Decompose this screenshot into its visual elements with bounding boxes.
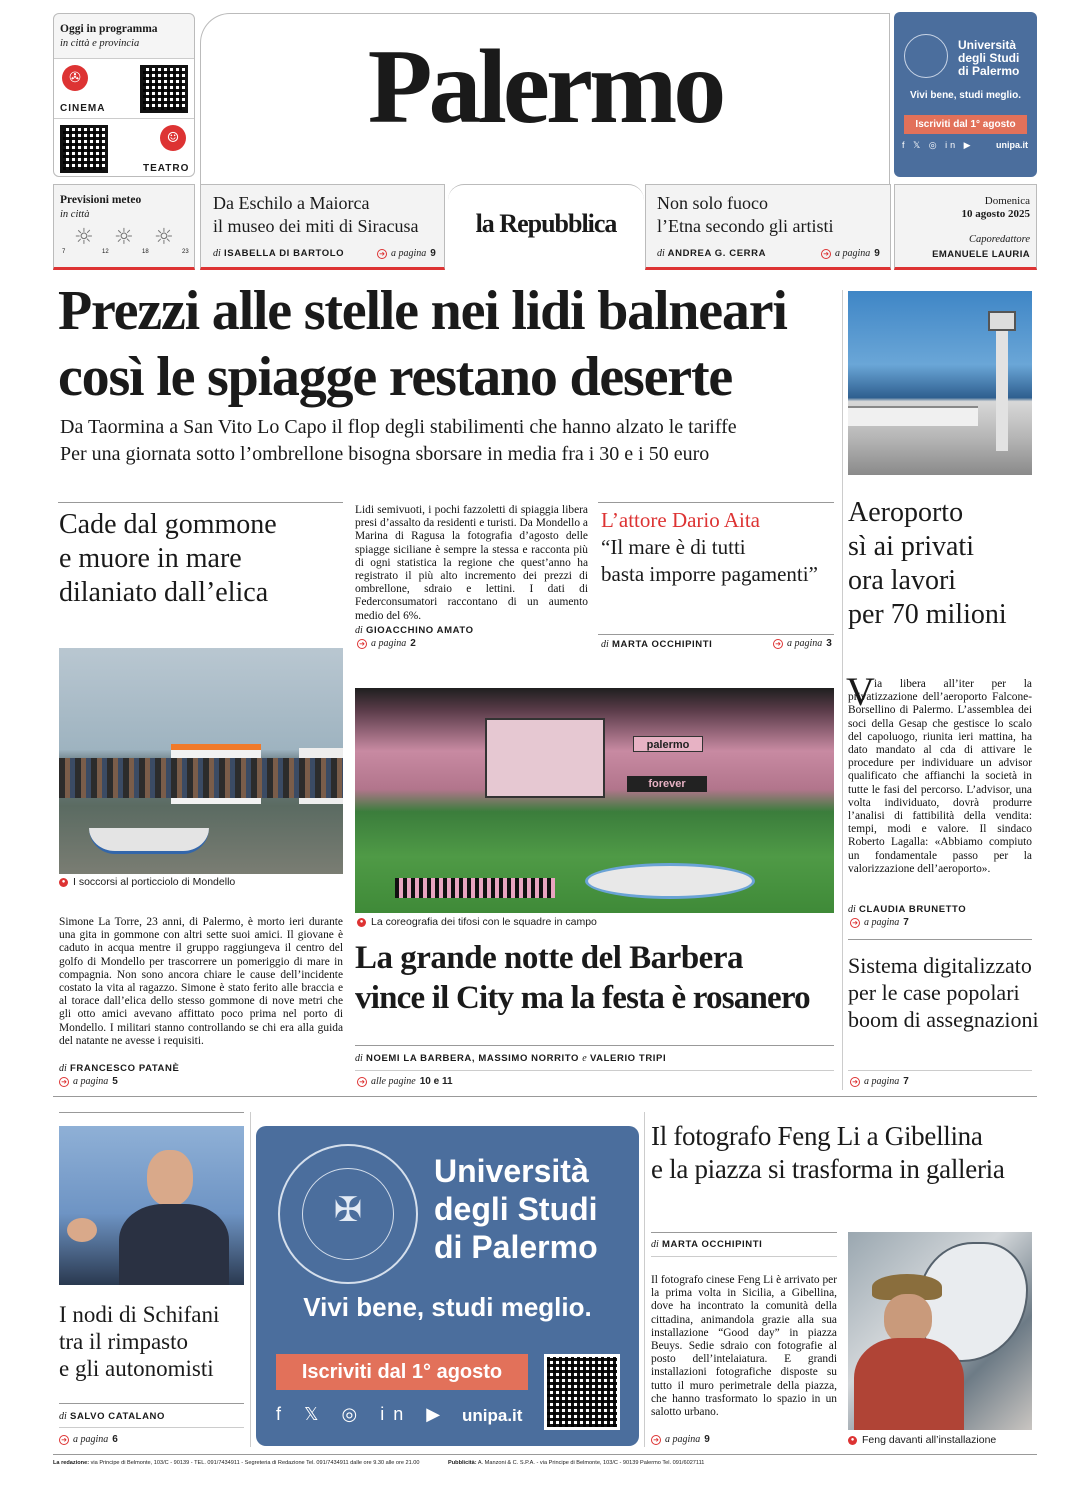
aita-byline: di MARTA OCCHIPINTI <box>601 639 713 650</box>
mondello-caption: ● I soccorsi al porticciolo di Mondello <box>59 876 235 888</box>
person-face <box>884 1294 932 1344</box>
teaser-right-byline: di ANDREA G. CERRA <box>657 248 767 259</box>
sun-icon: ☼ <box>114 225 134 250</box>
divider <box>355 1045 834 1046</box>
divider <box>651 1256 837 1257</box>
aeroporto-headline-4[interactable]: per 70 milioni <box>848 599 1007 630</box>
divider <box>598 634 834 635</box>
sun-icon: ☼ <box>154 225 174 250</box>
teaser-right-line1: Non solo fuoco <box>657 193 768 213</box>
meteo-subtitle: in città <box>60 209 90 220</box>
gommone-ref[interactable]: ➜ a pagina 5 <box>59 1076 118 1087</box>
teaser-right[interactable] <box>645 184 891 270</box>
control-tower <box>996 331 1008 451</box>
divider <box>598 502 834 503</box>
programma-subtitle: in città e provincia <box>60 38 140 49</box>
ad-top-unipa[interactable] <box>894 12 1037 177</box>
ad-big-slogan: Vivi bene, studi meglio. <box>303 1292 592 1322</box>
banner-forever: forever <box>627 776 707 792</box>
players-line <box>395 878 555 898</box>
banner-palermo: palermo <box>633 736 703 752</box>
schifani-headline-2[interactable]: tra il rimpasto <box>59 1329 189 1354</box>
university-seal-icon <box>904 34 948 78</box>
lead-sub-2: Per una giornata sotto l’ombrellone bisogna sborsare in media fra i 30 e i 50 euro <box>60 443 710 465</box>
dateline-date: 10 agosto 2025 <box>961 208 1030 220</box>
aeroporto-ref[interactable]: ➜ a pagina 7 <box>850 917 909 928</box>
ad-top-name-1: Università <box>958 38 1017 52</box>
aeroporto-headline-1[interactable]: Aeroporto <box>848 497 964 528</box>
dateline-editor: EMANUELE LAURIA <box>932 249 1030 260</box>
ad-top-slogan: Vivi bene, studi meglio. <box>910 90 1021 101</box>
arrow-icon: ➜ <box>357 1077 367 1087</box>
aeroporto-headline-2[interactable]: sì ai privati <box>848 531 974 562</box>
brand-logo[interactable]: la Repubblica <box>475 209 617 238</box>
ad-big-name-3: di Palermo <box>434 1229 598 1265</box>
qr-code-icon[interactable] <box>544 1354 620 1430</box>
gommone-headline-2[interactable]: e muore in mare <box>59 543 242 574</box>
case-ref[interactable]: ➜ a pagina 7 <box>850 1076 909 1087</box>
lead-ref[interactable]: ➜ a pagina 2 <box>357 638 416 649</box>
cinema-label: CINEMA <box>60 103 106 114</box>
fengli-photo <box>848 1232 1032 1430</box>
column-divider <box>644 1112 645 1447</box>
dateline-box <box>894 184 1037 270</box>
lead-headline-2[interactable]: così le spiagge restano deserte <box>58 346 733 408</box>
ad-top-cta[interactable]: Iscriviti dal 1° agosto <box>904 115 1027 134</box>
case-headline-2[interactable]: per le case popolari <box>848 980 1020 1005</box>
qr-code-icon <box>60 125 108 173</box>
schifani-byline: di SALVO CATALANO <box>59 1411 165 1422</box>
sun-icon: ☼ <box>74 225 94 250</box>
fengli-body: Il fotografo cinese Feng Li è arrivato per la prima volta in Sicilia, a Gibellina, dove ha incontrato la comunità della cittadina, animandola grazie alla sua installazione “Good day” in piazza Beuys. Sedie sdraio con fotografie al posto dell’intelaiatura. E grandi installazioni fotografiche disposte su tutto il muro perimetrale della piazza, che hanno trasformato lo spazio in un salotto urbano. <box>651 1274 837 1419</box>
lead-byline: di GIOACCHINO AMATO <box>355 625 474 636</box>
divider <box>651 1232 837 1233</box>
camera-icon: ● <box>848 1436 857 1445</box>
fengli-caption: ● Feng davanti all’installazione <box>848 1434 996 1446</box>
fengli-byline: di MARTA OCCHIPINTI <box>651 1239 763 1250</box>
divider <box>848 939 1032 940</box>
teaser-right-line2: l’Etna secondo gli artisti <box>657 216 834 236</box>
teatro-label: TEATRO <box>143 163 190 174</box>
meteo-hour: 18 <box>142 249 149 255</box>
section-divider <box>53 1096 1037 1097</box>
center-banner-city <box>585 863 755 899</box>
ad-top-site[interactable]: unipa.it <box>996 140 1028 150</box>
aeroporto-body: ia libera all’iter per la privatizzazione dell’aeroporto Falcone-Borsellino di Palermo. L’assemblea dei soci della Gesap che gestisce lo scalo del capoluogo, riunita ieri mattina, ha dato mandato al cda di attivare le procedure per individuare un advisor qualificato che affianchi la società in tutte le fasi del percorso. L’advisor, una volta individuato, dovrà produrre l’analisi di fattibilità della vendita: tempi, modi e valore. Il sindaco Roberto Lagalla: «Abbiamo compiuto un fondamentale passo per la valorizzazione dell’aeroporto». <box>848 678 1032 875</box>
programma-box <box>53 13 195 177</box>
person-suit <box>119 1204 229 1285</box>
footer-right: Pubblicità: A. Manzoni & C. S.P.A. - via Principe di Belmonte, 103/C - 90139 Palermo Tel. 091/6027111 <box>448 1460 705 1466</box>
control-tower <box>988 311 1016 331</box>
boat <box>89 828 209 854</box>
ad-big-name-2: degli Studi <box>434 1191 598 1227</box>
teaser-left-byline: di ISABELLA DI BARTOLO <box>213 248 345 259</box>
arrow-icon: ➜ <box>651 1435 661 1445</box>
divider <box>848 1070 1032 1071</box>
aita-quote-1[interactable]: “Il mare è di tutti <box>601 535 746 559</box>
schifani-photo <box>59 1126 244 1285</box>
stadium-photo <box>355 688 834 913</box>
terminal-building <box>848 406 978 426</box>
theater-mask-icon: ☺ <box>160 125 186 151</box>
arrow-icon: ➜ <box>773 639 783 649</box>
meteo-hour: 7 <box>62 249 66 255</box>
arrow-icon: ➜ <box>850 918 860 928</box>
fengli-headline-2[interactable]: e la piazza si trasforma in galleria <box>651 1154 1005 1184</box>
aita-quote-2[interactable]: basta imporre pagamenti” <box>601 562 818 586</box>
case-headline-1[interactable]: Sistema digitalizzato <box>848 953 1032 978</box>
camera-icon: ● <box>357 918 366 927</box>
meteo-box <box>53 184 195 270</box>
mondello-photo <box>59 648 343 874</box>
crowd <box>59 758 343 798</box>
gommone-body: Simone La Torre, 23 anni, di Palermo, è morto ieri durante una gita in gommone con altri sette suoi amici. Il giovane è caduto in acqua mentre il gruppo raggiungeva il centro del golfo di Mondello per trascorrere un pomeriggio di mare in compagnia. Non sono ancora chiare le cause dell’incidente costato la vita al ragazzo. Simone è stato ferito alle braccia e al torace dall’elica dello stesso gommone di nove metri che gli otto amici avevano affittato poco prima nel porto di Mondello. I militari stanno controllando se chi era alla guida del natante ne avesse i requisiti. <box>59 916 343 1047</box>
ad-top-name-2: degli Studi <box>958 51 1020 65</box>
aeroporto-headline-3[interactable]: ora lavori <box>848 565 957 596</box>
meteo-hour: 12 <box>102 249 109 255</box>
person-hand <box>67 1218 97 1242</box>
social-icons: f 𝕏 ◎ in ▶ <box>902 140 974 150</box>
divider <box>59 1427 244 1428</box>
cinema-tile[interactable] <box>54 58 194 118</box>
footer-left: La redazione: via Principe di Belmonte, 103/C - 90139 - TEL. 091/7434911 - Segreteria di Redazione Tel. 091/7434911 dalle ore 9.30 alle ore 21.00 <box>53 1460 420 1466</box>
lead-sub-1: Da Taormina a San Vito Lo Capo il flop degli stabilimenti che hanno alzato le tariffe <box>60 416 737 438</box>
footer-divider <box>53 1454 1037 1455</box>
arrow-icon: ➜ <box>377 249 387 259</box>
gommone-headline-3[interactable]: dilaniato dall’elica <box>59 577 269 608</box>
arrow-icon: ➜ <box>59 1077 69 1087</box>
gommone-headline-1[interactable]: Cade dal gommone <box>59 509 277 540</box>
ad-top-name-3: di Palermo <box>958 64 1020 78</box>
ad-big-name-1: Università <box>434 1153 589 1189</box>
teatro-tile[interactable] <box>54 118 194 176</box>
dateline-day: Domenica <box>984 195 1030 207</box>
teaser-right-ref[interactable]: ➜ a pagina 9 <box>821 248 880 259</box>
aita-ref[interactable]: ➜ a pagina 3 <box>773 638 832 649</box>
barbera-headline-1[interactable]: La grande notte del Barbera <box>355 940 743 976</box>
meteo-title: Previsioni meteo <box>60 194 142 206</box>
stadium-caption: ● La coreografia dei tifosi con le squadre in campo <box>357 916 597 928</box>
camera-icon: ● <box>59 878 68 887</box>
aeroporto-byline: di CLAUDIA BRUNETTO <box>848 904 967 915</box>
schifani-headline-1[interactable]: I nodi di Schifani <box>59 1302 220 1327</box>
airport-photo <box>848 291 1032 475</box>
social-icons: f 𝕏 ◎ in ▶ <box>276 1404 450 1424</box>
lead-headline-1[interactable]: Prezzi alle stelle nei lidi balneari <box>58 280 787 342</box>
brand-box <box>448 184 644 270</box>
masthead-title[interactable]: Palermo <box>367 28 723 145</box>
aita-kicker[interactable]: L’attore Dario Aita <box>601 508 761 532</box>
lead-body: Lidi semivuoti, i pochi fazzoletti di spiaggia libera presi d’assalto da residenti e turisti. Da Mondello a Marina di Ragusa la fotografia d’agosto delle spiagge siciliane è sempre la stessa e racconta più di ogni statistica la regione che quest’anno ha registrato il più alto incremento dei prezzi di ombrellone, sdraio e lettini. I dati di Federconsumatori raccontano di un aumento medio del 6%. <box>355 504 588 622</box>
barbera-headline-2[interactable]: vince il City ma la festa è rosanero <box>355 980 810 1016</box>
gommone-byline: di FRANCESCO PATANÈ <box>59 1063 180 1074</box>
fengli-ref[interactable]: ➜ a pagina 9 <box>651 1434 710 1445</box>
ad-big-cta[interactable]: Iscriviti dal 1° agosto <box>276 1354 528 1390</box>
film-reel-icon: ✇ <box>62 65 88 91</box>
divider <box>59 1403 244 1404</box>
person-head <box>147 1150 193 1206</box>
schifani-ref[interactable]: ➜ a pagina 6 <box>59 1434 118 1445</box>
column-divider <box>842 290 843 1090</box>
aeroporto-dropcap: V <box>846 669 875 714</box>
divider <box>59 1112 244 1113</box>
eagle-icon: ✠ <box>333 1190 363 1230</box>
teaser-left[interactable] <box>200 184 445 270</box>
dateline-role: Caporedattore <box>968 234 1030 245</box>
teaser-left-ref[interactable]: ➜ a pagina 9 <box>377 248 436 259</box>
qr-code-icon <box>140 65 188 113</box>
arrow-icon: ➜ <box>59 1435 69 1445</box>
divider <box>355 1070 834 1071</box>
ad-big-site[interactable]: unipa.it <box>462 1406 523 1425</box>
divider <box>58 502 343 503</box>
teaser-left-line2: il museo dei miti di Siracusa <box>213 216 419 236</box>
column-divider <box>250 1112 251 1447</box>
meteo-hour: 23 <box>182 249 189 255</box>
arrow-icon: ➜ <box>357 639 367 649</box>
programma-title: Oggi in programma <box>60 23 158 35</box>
arrow-icon: ➜ <box>850 1077 860 1087</box>
teaser-left-line1: Da Eschilo a Maiorca <box>213 193 370 213</box>
person-body <box>854 1338 964 1430</box>
fengli-headline-1[interactable]: Il fotografo Feng Li a Gibellina <box>651 1121 983 1151</box>
tifo-banner <box>485 718 605 798</box>
university-seal-icon <box>278 1144 418 1284</box>
barbera-byline: di NOEMI LA BARBERA, MASSIMO NORRITO e VALERIO TRIPI <box>355 1053 667 1064</box>
barbera-ref[interactable]: ➜ alle pagine 10 e 11 <box>357 1076 453 1087</box>
ad-big-unipa[interactable] <box>256 1126 639 1446</box>
case-headline-3[interactable]: boom di assegnazioni <box>848 1007 1039 1032</box>
arrow-icon: ➜ <box>821 249 831 259</box>
schifani-headline-3[interactable]: e gli autonomisti <box>59 1356 214 1381</box>
